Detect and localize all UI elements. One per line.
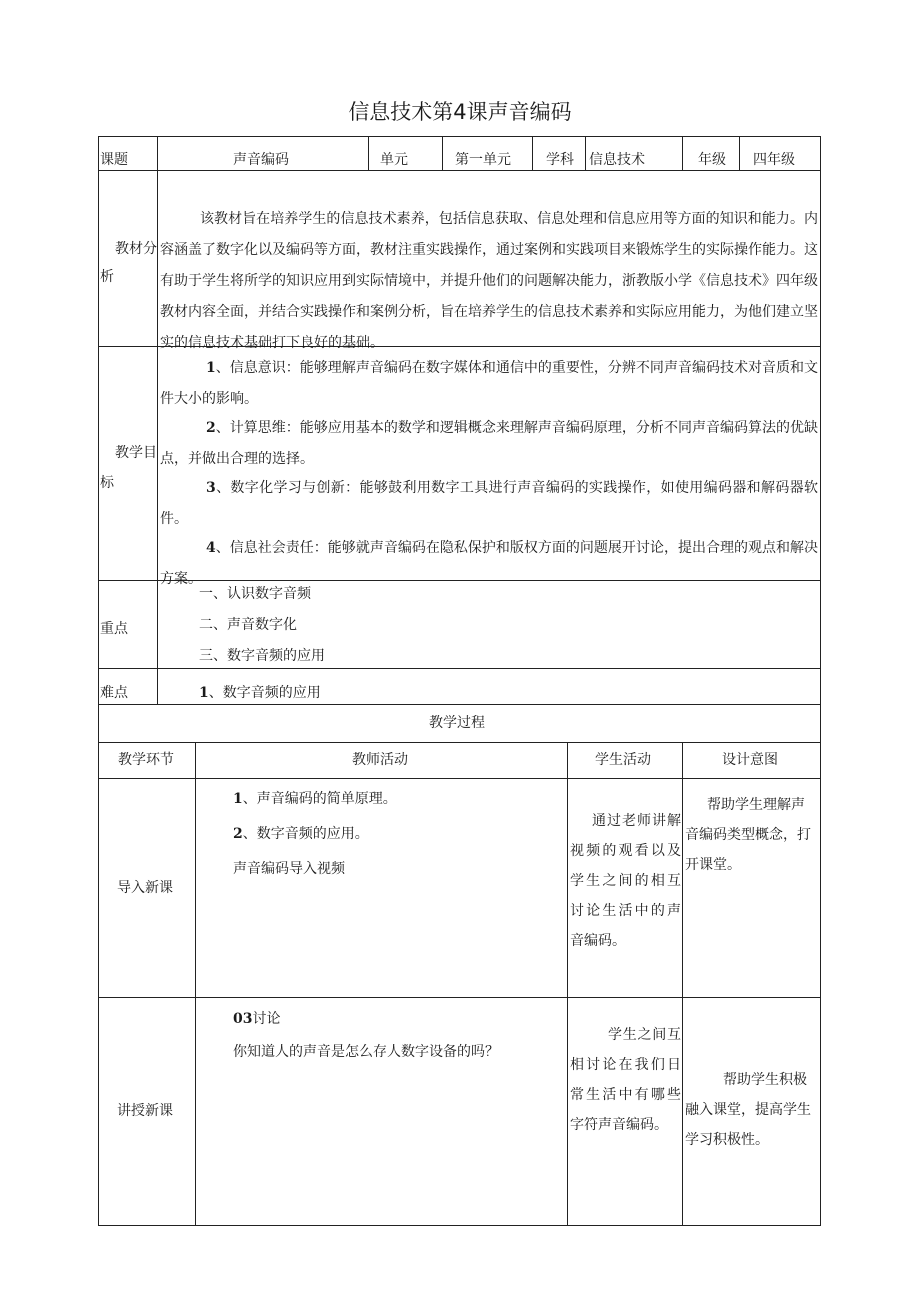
document-title: 信息技术第4课声音编码 — [348, 100, 572, 124]
row-divider — [98, 997, 821, 998]
objective-item: 4、信息社会责任：能够就声音编码在隐私保护和版权方面的问题展开讨论，提出合理的观点和解决方案。 — [160, 540, 818, 587]
col-divider — [682, 136, 683, 170]
key-point-item: 一、认识数字音频 — [199, 586, 311, 602]
column-header-teacher: 教师活动 — [352, 752, 408, 768]
subject-value: 信息技术 — [589, 152, 645, 168]
row-divider — [98, 778, 821, 779]
table-border-left — [98, 136, 99, 1226]
col-divider — [157, 136, 158, 704]
column-header-stage: 教学环节 — [118, 752, 174, 768]
unit-value: 第一单元 — [455, 152, 511, 168]
stage-cell: 导入新课 — [117, 880, 173, 896]
row-divider — [98, 704, 821, 705]
teacher-activity-line: 1、声音编码的简单原理。 — [233, 791, 397, 807]
row-divider — [98, 668, 821, 669]
key-point-item: 三、数字音频的应用 — [199, 648, 325, 664]
col-divider — [585, 136, 586, 170]
objective-item: 1、信息意识：能够理解声音编码在数字媒体和通信中的重要性，分辨不同声音编码技术对音质和文件大小的影响。 — [160, 360, 818, 407]
col-divider — [532, 136, 533, 170]
design-intent-cell: 帮助学生理解声音编码类型概念，打开课堂。 — [685, 797, 811, 873]
col-divider — [368, 136, 369, 170]
difficulty-item: 1、数字音频的应用 — [199, 685, 321, 701]
process-title: 教学过程 — [429, 715, 485, 731]
analysis-label-2: 析 — [100, 269, 114, 285]
objective-item: 2、计算思维：能够应用基本的数学和逻辑概念来理解声音编码原理，分析不同声音编码算法的优缺点，并做出合理的选择。 — [160, 420, 818, 467]
topic-value: 声音编码 — [233, 152, 289, 168]
row-divider — [98, 170, 821, 171]
objectives-label-2: 标 — [100, 475, 114, 491]
design-intent-cell: 帮助学生积极融入课堂，提高学生学习积极性。 — [685, 1072, 811, 1148]
col-divider — [442, 136, 443, 170]
column-header-intent: 设计意图 — [722, 752, 778, 768]
grade-value: 四年级 — [753, 152, 795, 168]
grade-label: 年级 — [698, 152, 726, 168]
student-activity-cell: 学生之间互相讨论在我们日常生活中有哪些字符声音编码。 — [570, 1027, 681, 1133]
objectives-label: 教学目 — [115, 445, 157, 461]
student-activity-cell: 通过老师讲解视频的观看以及学生之间的相互讨论生活中的声音编码。 — [570, 813, 681, 949]
col-divider — [739, 136, 740, 170]
teacher-activity-line: 03讨论 — [233, 1011, 281, 1027]
row-divider — [98, 742, 821, 743]
col-divider — [682, 742, 683, 1226]
table-border-bottom — [98, 1225, 821, 1226]
analysis-label: 教材分 — [115, 241, 157, 257]
subject-label: 学科 — [546, 152, 574, 168]
stage-cell: 讲授新课 — [117, 1103, 173, 1119]
key-point-item: 二、声音数字化 — [199, 617, 297, 633]
objective-item: 3、数字化学习与创新：能够鼓利用数字工具进行声音编码的实践操作，如使用编码器和解码器软件。 — [160, 480, 818, 527]
table-border-right — [820, 136, 821, 1226]
table-border-top — [98, 136, 821, 137]
difficulty-label: 难点 — [100, 685, 128, 701]
unit-label: 单元 — [380, 152, 408, 168]
key-points-label: 重点 — [100, 621, 128, 637]
col-divider — [195, 742, 196, 1226]
teacher-activity-line: 声音编码导入视频 — [233, 861, 345, 877]
analysis-text: 该教材旨在培养学生的信息技术素养，包括信息获取、信息处理和信息应用等方面的知识和能力。内容涵盖了数字化以及编码等方面，教材注重实践操作，通过案例和实践项目来锻炼学生的实际操作能力。这有助于学生将所学的知识应用到实际情境中，并提升他们的问题解决能力，浙教版小学《信息技术》四年级教材内容全面，并结合实践操作和案例分析，旨在培养学生的信息技术素养和实际应用能力，为他们建立坚实的信息技术基础打下良好的基础。 — [160, 211, 818, 351]
column-header-student: 学生活动 — [595, 752, 651, 768]
teacher-activity-line: 2、数字音频的应用。 — [233, 826, 369, 842]
teacher-activity-line: 你知道人的声音是怎么存人数字设备的吗？ — [233, 1044, 499, 1060]
topic-label: 课题 — [100, 152, 128, 168]
col-divider — [567, 742, 568, 1226]
